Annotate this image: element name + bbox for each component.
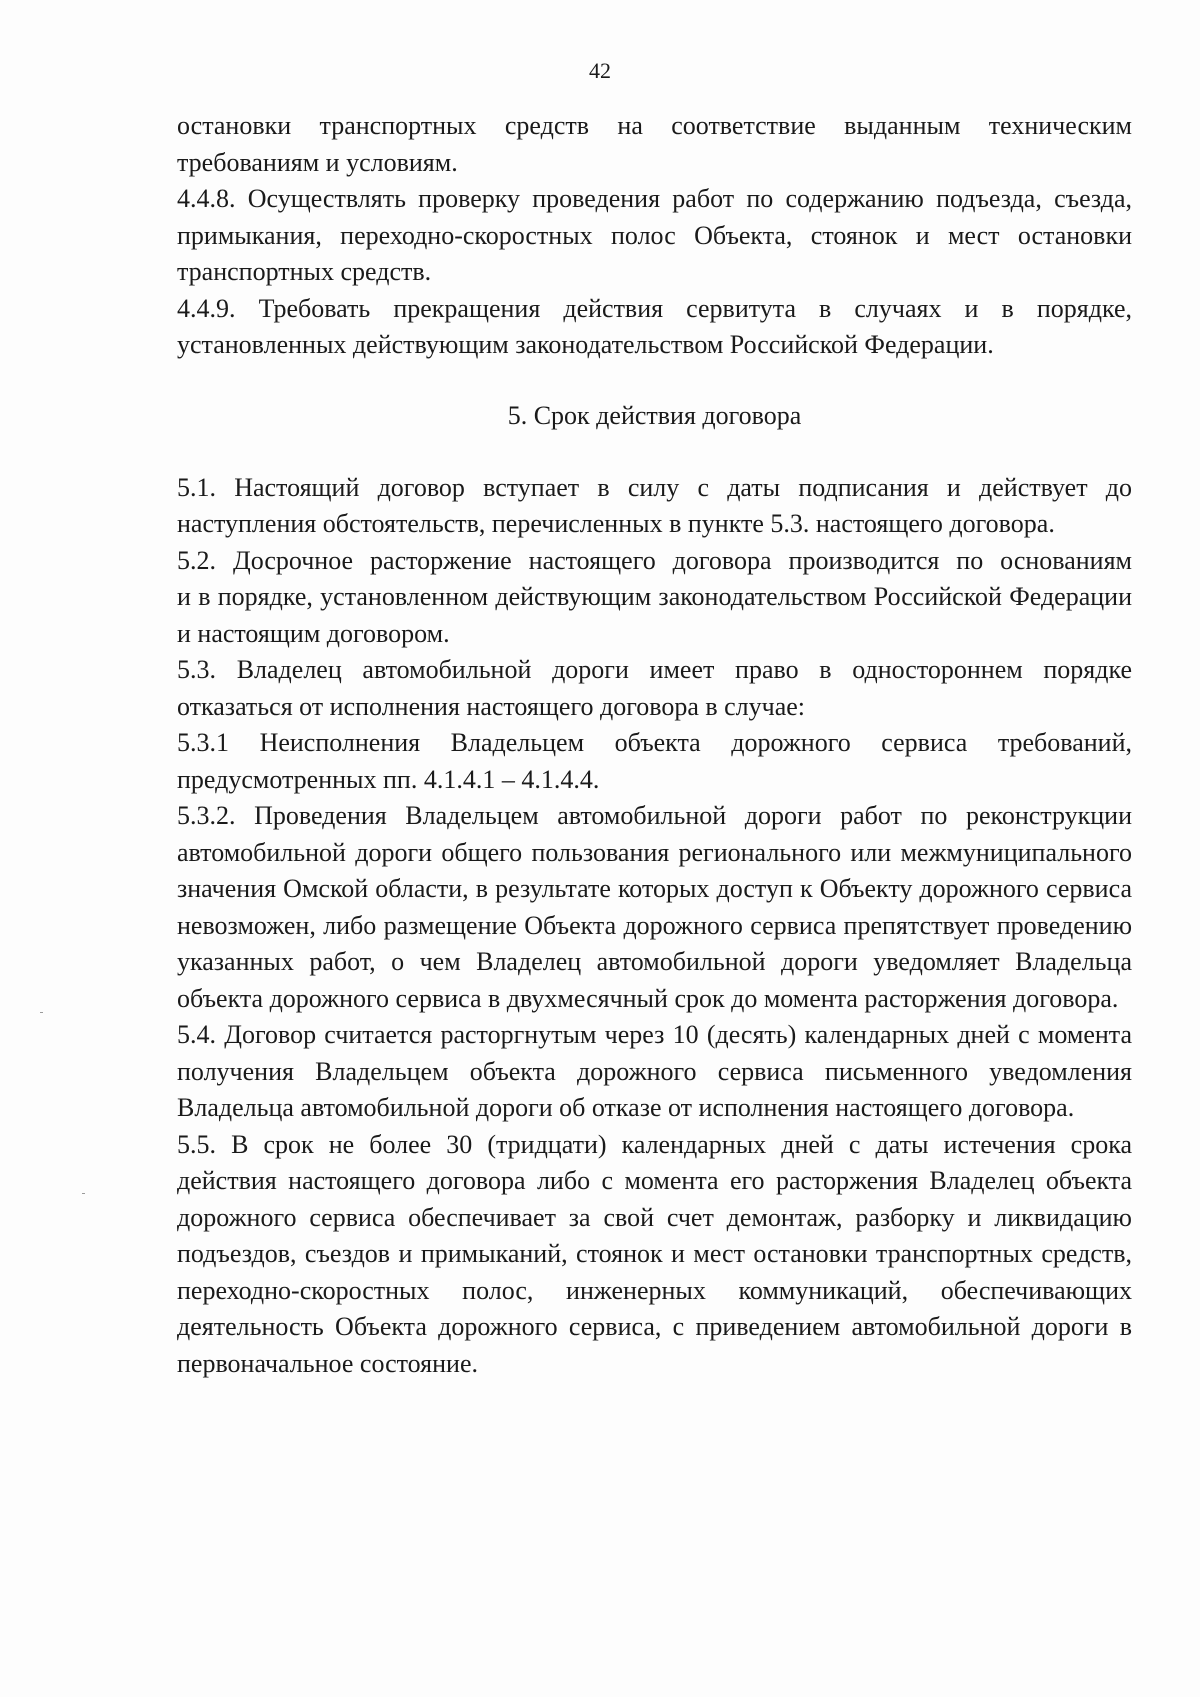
paragraph-5-2-continuation: и в порядке, установленном действующим законодательством Российской Федерации и настоящим договором. [177,582,1132,648]
paragraph-5-5: 5.5. В срок не более 30 (тридцати) календарных дней с даты истечения срока действия настоящего договора либо с момента его расторжения Владелец объекта дорожного сервиса обеспечивает за свой счет демонтаж, разборку и ликвидацию подъездов, съездов и примыканий, стоянок и мест остановки транспортных средств, переходно-скоростных полос, инженерных коммуникаций, обеспечивающих деятельность Объекта дорожного сервиса, с приведением автомобильной дороги в первоначальное состояние. [177,1129,1132,1378]
paragraph-5-3-2: 5.3.2. Проведения Владельцем автомобильной дороги работ по реконструкции автомобильной дороги общего пользования регионального или межмуниципального значения Омской области, в результате которых доступ к Объекту дорожного сервиса невозможен, либо размещение Объекта дорожного сервиса препятствует проведению указанных работ, о чем Владелец автомобильной дороги уведомляет Владельца объекта дорожного сервиса в двухмесячный срок до момента расторжения договора. [177,801,1132,1013]
scan-mark [82,1193,85,1194]
paragraph-5-3-1: 5.3.1 Неисполнения Владельцем объекта дорожного сервиса требований, предусмотренных пп. 4.1.4.1 – 4.1.4.4. [177,728,1132,794]
document-body [177,108,1132,1382]
paragraph-5-2: 5.2. Досрочное расторжение настоящего договора производится по основаниям [177,545,1132,575]
paragraph-5-3: 5.3. Владелец автомобильной дороги имеет право в одностороннем порядке отказаться от исполнения настоящего договора в случае: [177,655,1132,721]
paragraph-4-4-9: 4.4.9. Требовать прекращения действия сервитута в случаях и в порядке, установленных действующим законодательством Российской Федерации. [177,293,1132,359]
paragraph-4-4-8: 4.4.8. Осуществлять проверку проведения работ по содержанию подъезда, съезда, примыкания, переходно-скоростных полос Объекта, стоянок и мест остановки транспортных средств. [177,184,1132,286]
section-heading: 5. Срок действия договора [507,400,802,430]
scan-mark [40,1012,43,1013]
paragraph-5-1: 5.1. Настоящий договор вступает в силу с даты подписания и действует до наступления обстоятельств, перечисленных в пункте 5.3. настоящего договора. [177,472,1132,538]
page-number: 42 [589,58,611,83]
paragraph-4-4-7-continuation: остановки транспортных средств на соответствие выданным техническим требованиям и условиям. [177,111,1132,177]
paragraph-5-4: 5.4. Договор считается расторгнутым через 10 (десять) календарных дней с момента получения Владельцем объекта дорожного сервиса письменного уведомления Владельца автомобильной дороги об отказе от исполнения настоящего договора. [177,1020,1132,1122]
